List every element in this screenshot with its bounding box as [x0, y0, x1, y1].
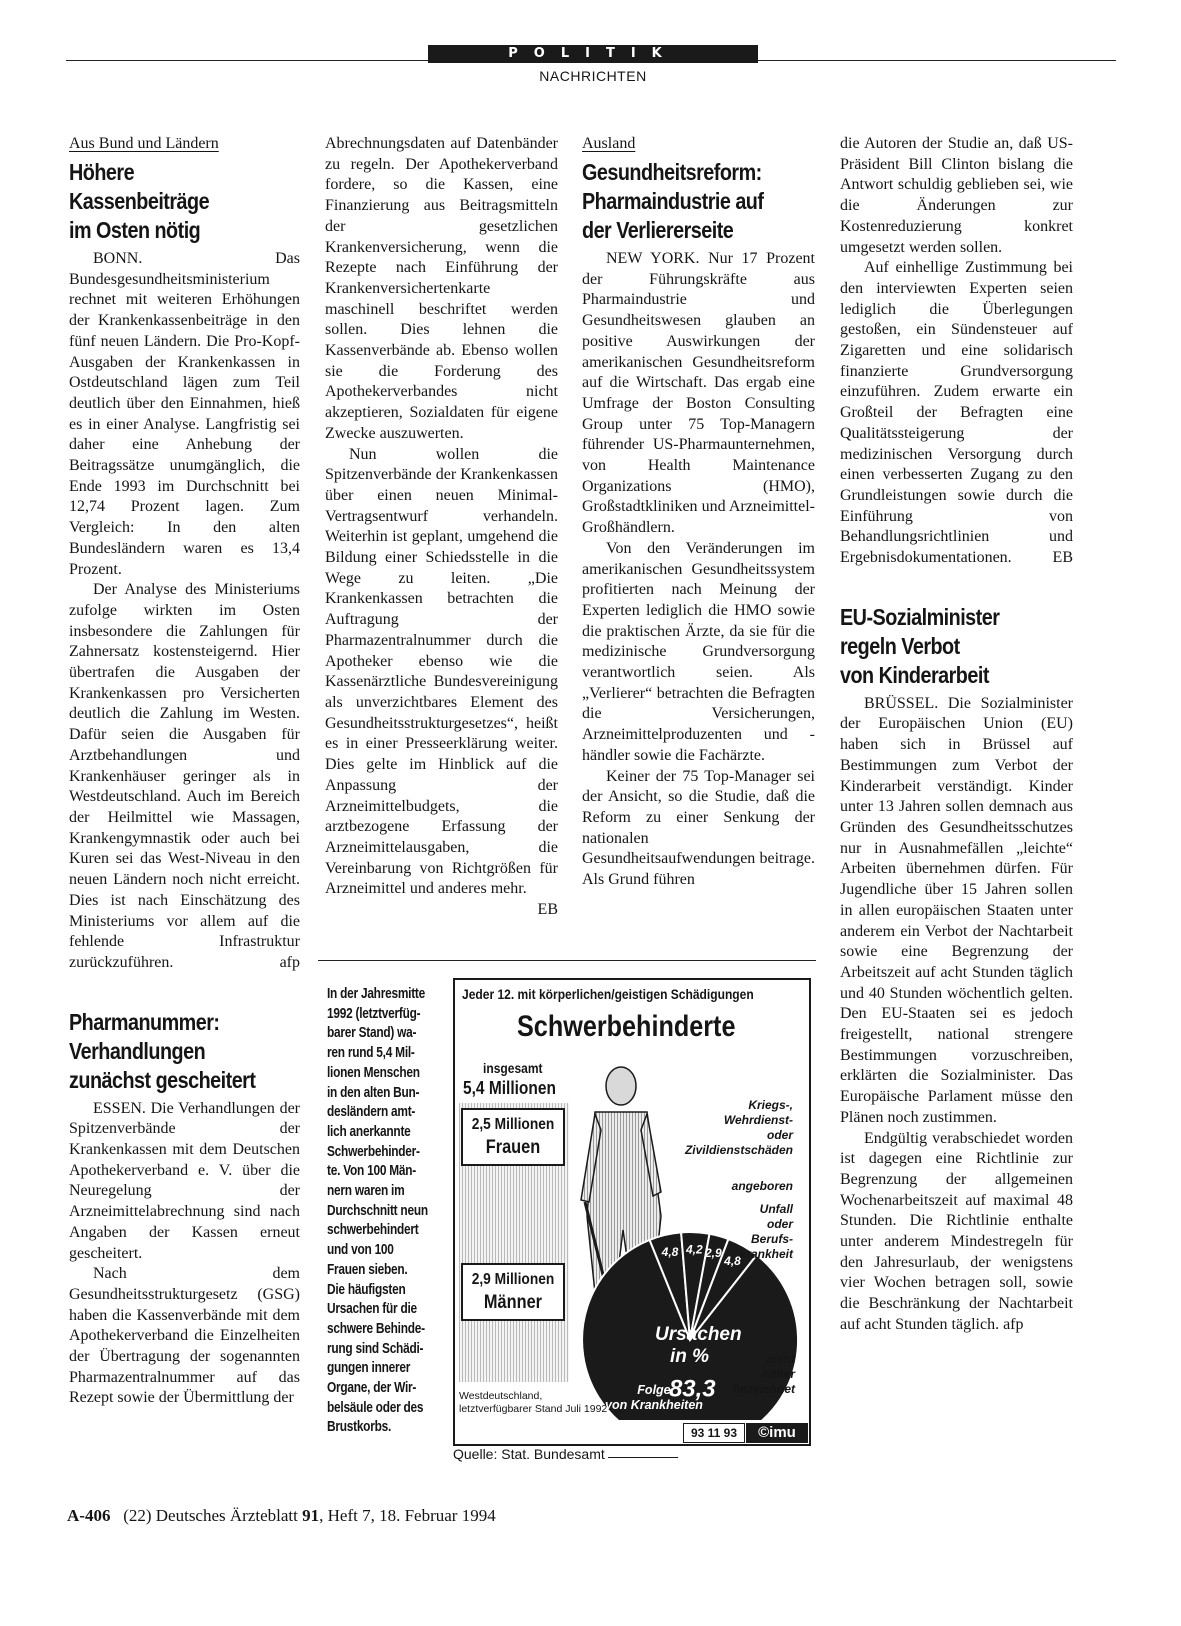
- graphic-title: Schwerbehinderte: [517, 1010, 736, 1043]
- cause-label-accident: Unfall oder Berufs- krankheit: [739, 1202, 793, 1261]
- article-paragraph: Nach dem Gesundheitsstrukturgesetz (GSG) haben die Kassenverbände mit dem Apothekerverband die Einzelheiten der Übertragung der sogenannten Pharmazentralnummer auf das Rezept sowie der Übermittlung der: [69, 1265, 300, 1407]
- subsection-label: NACHRICHTEN: [539, 68, 647, 84]
- article-paragraph: Keiner der 75 Top-Manager sei der Ansicht, so die Studie, daß die Reform zu einer Senkung der nationalen Gesundheitsaufwendungen beitrage. Als Grund führen: [582, 767, 815, 889]
- pie-value-label: 4,8: [724, 1253, 741, 1268]
- infobox-line: gungen innerer: [327, 1360, 411, 1377]
- total-value: 5,4 Millionen: [463, 1078, 556, 1098]
- headline-line: Verhandlungen: [69, 1037, 206, 1064]
- headline-line: der Verliererseite: [582, 217, 734, 243]
- infobox-line: Durchschnitt neun: [327, 1202, 428, 1219]
- infobox-line: rung sind Schädi-: [327, 1340, 424, 1357]
- article-paragraph: Von den Veränderungen im amerikanischen Gesundheitssystem profitierten nach Meinung der Experten lediglich die HMO sowie die praktischen Ärzte, da sie für die medizinische Grundversorgung verantwortlich seien. Als „Verlierer“ betrachten die Befragten die Versicherungen, Arzneimittelproduzenten und -händler sowie die Fachärzte.: [582, 539, 815, 764]
- pie-value-label: 83,3: [668, 1375, 716, 1403]
- article-headline: [69, 158, 300, 245]
- article-signature: EB: [1052, 549, 1073, 567]
- infobox-rule: [318, 960, 816, 961]
- infobox-line: Organe, der Wir-: [327, 1380, 417, 1397]
- graphic-headline: Jeder 12. mit körperlichen/geistigen Schädigungen: [462, 986, 754, 1002]
- footer-journal: (22) Deutsches Ärzteblatt: [123, 1506, 298, 1525]
- cause-label-congenital: angeboren: [731, 1179, 793, 1193]
- cause-label-war: Kriegs-, Wehrdienst- oder Zivildienstschäden: [684, 1098, 793, 1157]
- article-paragraph: NEW YORK. Nur 17 Prozent der Führungskräfte aus Pharmaindustrie und Gesundheitswesen glauben an positive Auswirkungen der amerikanischen Gesundheitsreform auf die Wirtschaft. Das ergab eine Umfrage der Boston Consulting Group unter 75 Top-Managern führender US-Pharmaunternehmen, von Health Maintenance Organizations (HMO), Großstadtkliniken und Arzneimittel-Großhändlern.: [582, 250, 815, 537]
- infobox-line: te. Von 100 Män-: [327, 1163, 417, 1180]
- section-label: POLITIK: [428, 45, 758, 63]
- rubric: Aus Bund und Ländern: [69, 135, 219, 152]
- infobox-line: in den alten Bun-: [327, 1084, 420, 1101]
- headline-line: regeln Verbot: [840, 632, 960, 659]
- infobox-line: In der Jahresmitte: [327, 986, 426, 1002]
- infobox-line: und von 100: [327, 1242, 394, 1259]
- headline-line: zunächst gescheitert: [69, 1066, 256, 1093]
- graphic-source: Quelle: Stat. Bundesamt: [453, 1446, 605, 1462]
- graphic-note: Westdeutschland, letztverfügbarer Stand Juli 1992: [459, 1390, 608, 1415]
- article-paragraph: Abrechnungsdaten auf Datenbänder zu regeln. Der Apothekerverband fordere, so die Kassen, eine Finanzierung aus Beitragsmitteln der gesetzlichen Krankenversicherung, wenn die Rezepte nach Einführung der Krankenversichertenkarte maschinell beschriftet werden sollen. Dies lehnen die Kassenverbände ab. Ebenso wollen sie die Forderung des Apothekerverbandes nicht akzeptieren, Sozialdaten für eigene Zwecke auszuwerten.: [325, 135, 558, 442]
- center-label-2: in %: [670, 1346, 710, 1367]
- article-paragraph: Auf einhellige Zustimmung bei den interviewten Experten seien lediglich die Überlegungen gestoßen, ein Sündensteuer auf Zigaretten und eine solidarisch finanzierte Grundversorgung einzuführen. Zudem erwarte ein Großteil der Befragten eine Qualitätssteigerung der medizinischen Versorgung durch einen verbesserten Zugang zu den Grundleistungen sowie durch die Einführung von Behandlungsrichtlinien und Ergebnisdokumentationen. EB: [840, 258, 1073, 569]
- cause-label-disease: Folge von Krankheiten: [605, 1383, 703, 1412]
- infobox-line: lionen Menschen: [327, 1064, 420, 1081]
- headline-line: Höhere: [69, 159, 135, 185]
- article-paragraph: BRÜSSEL. Die Sozialminister der Europäischen Union (EU) haben sich in Brüssel auf Bestimmungen zum Verbot der Kinderarbeit verständigt. Kinder unter 13 Jahren sollen demnach aus Gründen des Gesundheitsschutzes nur in Ausnahmefällen „leichte“ Arbeiten übernehmen dürfen. Für Jugendliche über 15 Jahren sollen in allen europäischen Staaten unter anderem ein Verbot der Nachtarbeit sowie eine Begrenzung der Arbeitszeit auf acht Stunden täglich und 40 Stunden wöchentlich gelten. Den EU-Staaten sei es jedoch freigestellt, national strengere Bestimmungen vorzuschreiben, erklärten die Sozialminister. Das Europäische Parlament müsse den Plänen noch zustimmen.: [840, 694, 1073, 1126]
- headline-line: im Osten nötig: [69, 217, 201, 243]
- headline-line: EU-Sozialminister: [840, 603, 1000, 630]
- infobox-line: nern waren im: [327, 1183, 405, 1200]
- article-paragraph: BONN. Das Bundesgesundheitsministerium rechnet mit weiteren Erhöhungen der Krankenkassenbeiträge in den fünf neuen Ländern. Die Pro-Kopf-Ausgaben der Krankenkassen in Ostdeutschland lägen zum Teil deutlich über den Einnahmen, hieß es in einer Analyse. Langfristig sei daher eine Anhebung der Beitragssätze unumgänglich, die Ende 1993 im Durchschnitt bei 12,74 Prozent lagen. Zum Vergleich: In den alten Bundesländern waren es 13,4 Prozent.: [69, 250, 300, 578]
- article-headline: [69, 1008, 300, 1095]
- pie-value-label: 2,9: [704, 1245, 722, 1260]
- cause-label-unspecified: nicht näher bezeichnet: [732, 1352, 795, 1396]
- column-3: [582, 134, 815, 891]
- page-number: A-406: [67, 1506, 111, 1525]
- infobox-line: Brustkorbs.: [327, 1419, 392, 1436]
- pie-value-label: 4,2: [685, 1242, 703, 1257]
- infobox-line: schwere Behinde-: [327, 1320, 425, 1337]
- infobox-line: ren rund 5,4 Mil-: [327, 1045, 415, 1062]
- infobox-line: Ursachen für die: [327, 1301, 417, 1318]
- rubric: Ausland: [582, 135, 636, 152]
- column-1: [69, 134, 300, 1409]
- infographic: [453, 978, 811, 1446]
- article-paragraph: Nun wollen die Spitzenverbände der Krankenkassen über einen neuen Minimal-Vertragsentwurf verhandeln. Weiterhin ist geplant, umgehend die Bildung einer Schiedsstelle in die Wege zu leiten. „Die Krankenkassen betrachten die Auftragung der Pharmazentralnummer durch die Apotheker ebenso wie die Kassenärztliche Bundesvereinigung als unverzichtbares Element des Gesundheitsstrukturgesetzes“, heißt es in einer Presseerklärung weiter. Dies gelte im Hinblick auf die Anpassung der Arzneimittelbudgets, die arztbezogene Erfassung der Arzneimittelausgaben, die Vereinbarung von Richtgrößen für Arzneimittel und anderes mehr. EB: [325, 445, 558, 900]
- infobox-line: barer Stand) wa-: [327, 1025, 417, 1042]
- imu-logo: ©imu: [746, 1423, 808, 1443]
- infobox-line: Die häufigsten: [327, 1281, 406, 1298]
- article-paragraph: Endgültig verabschiedet worden ist dagegen eine Richtlinie zur Begrenzung der allgemeinen Wochenarbeitszeit auf maximal 48 Stunden. Die Richtlinie enthalte unter anderem Mindestregeln für den Jahresurlaub, der wenigstens vier Wochen betragen soll, sowie die Beschränkung der Nachtarbeit auf acht Stunden täglich. afp: [840, 1129, 1073, 1333]
- infobox-line: Frauen sieben.: [327, 1261, 408, 1278]
- center-label-1: Ursachen: [655, 1324, 742, 1345]
- footer-volume: 91: [302, 1506, 320, 1525]
- men-value: 2,9 Millionen: [471, 1271, 555, 1288]
- headline-line: Pharmanummer:: [69, 1008, 220, 1035]
- headline-line: Gesundheitsreform:: [582, 159, 762, 185]
- infobox-line: Schwerbehinder-: [327, 1143, 420, 1160]
- article-paragraph: ESSEN. Die Verhandlungen der Spitzenverbände der Krankenkassen mit dem Deutschen Apothekerverband e. V. über die Neuregelung der Arzneimittelabrechnung sind nach Angaben der Kassen erneut gescheitert.: [69, 1099, 300, 1262]
- article-paragraph: die Autoren der Studie an, daß US-Präsident Bill Clinton bislang die Antwort schuldig geblieben sei, wie die Änderungen zur Kostenreduzierung konkret umgesetzt werden sollen.: [840, 135, 1073, 256]
- column-4: [840, 134, 1073, 1336]
- headline-line: Pharmaindustrie auf: [582, 188, 764, 214]
- infobox-line: desländern amt-: [327, 1104, 416, 1121]
- page-footer: [67, 1506, 496, 1526]
- article-headline: [840, 603, 1073, 690]
- pie-value-label: 4,8: [661, 1244, 679, 1259]
- men-label: Männer: [483, 1292, 543, 1313]
- article-paragraph: Der Analyse des Ministeriums zufolge wirkten im Osten insbesondere die Zahlungen für Zahnersatz kostensteigernd. Hier übertrafen die Ausgaben der Krankenkassen pro Versicherten deutlich die Zahlung im Westen. Dafür seien die Ausgaben für Arztbehandlungen und Krankenhäuser geringer als in Westdeutschland. Auch im Bereich der Heilmittel wie Massagen, Krankengymnastik oder auch bei Kuren sei das West-Niveau in den neuen Ländern noch nicht erreicht. Dies ist nach Einschätzung des Ministeriums vor allem auf die fehlende Infrastruktur zurückzuführen. afp: [69, 580, 300, 973]
- infobox-line: schwerbehindert: [327, 1222, 419, 1239]
- article-signature: EB: [537, 901, 558, 919]
- infobox-text: [327, 985, 445, 1438]
- footer-issue: , Heft 7, 18. Februar 1994: [319, 1506, 496, 1525]
- women-label: Frauen: [485, 1137, 541, 1158]
- graphic-code: 93 11 93: [683, 1423, 745, 1443]
- article-signature: afp: [279, 953, 300, 971]
- article-signature: afp: [1003, 1315, 1024, 1333]
- infobox-line: 1992 (letztverfüg-: [327, 1005, 421, 1022]
- infobox-line: belsäule oder des: [327, 1399, 424, 1416]
- total-label: insgesamt: [483, 1060, 543, 1076]
- headline-line: von Kinderarbeit: [840, 661, 989, 688]
- article-headline: [582, 158, 815, 245]
- women-value: 2,5 Millionen: [471, 1116, 555, 1133]
- column-2: [325, 134, 558, 921]
- headline-line: Kassenbeiträge: [69, 188, 210, 214]
- source-rule: [608, 1457, 678, 1458]
- infobox-line: lich anerkannte: [327, 1123, 411, 1140]
